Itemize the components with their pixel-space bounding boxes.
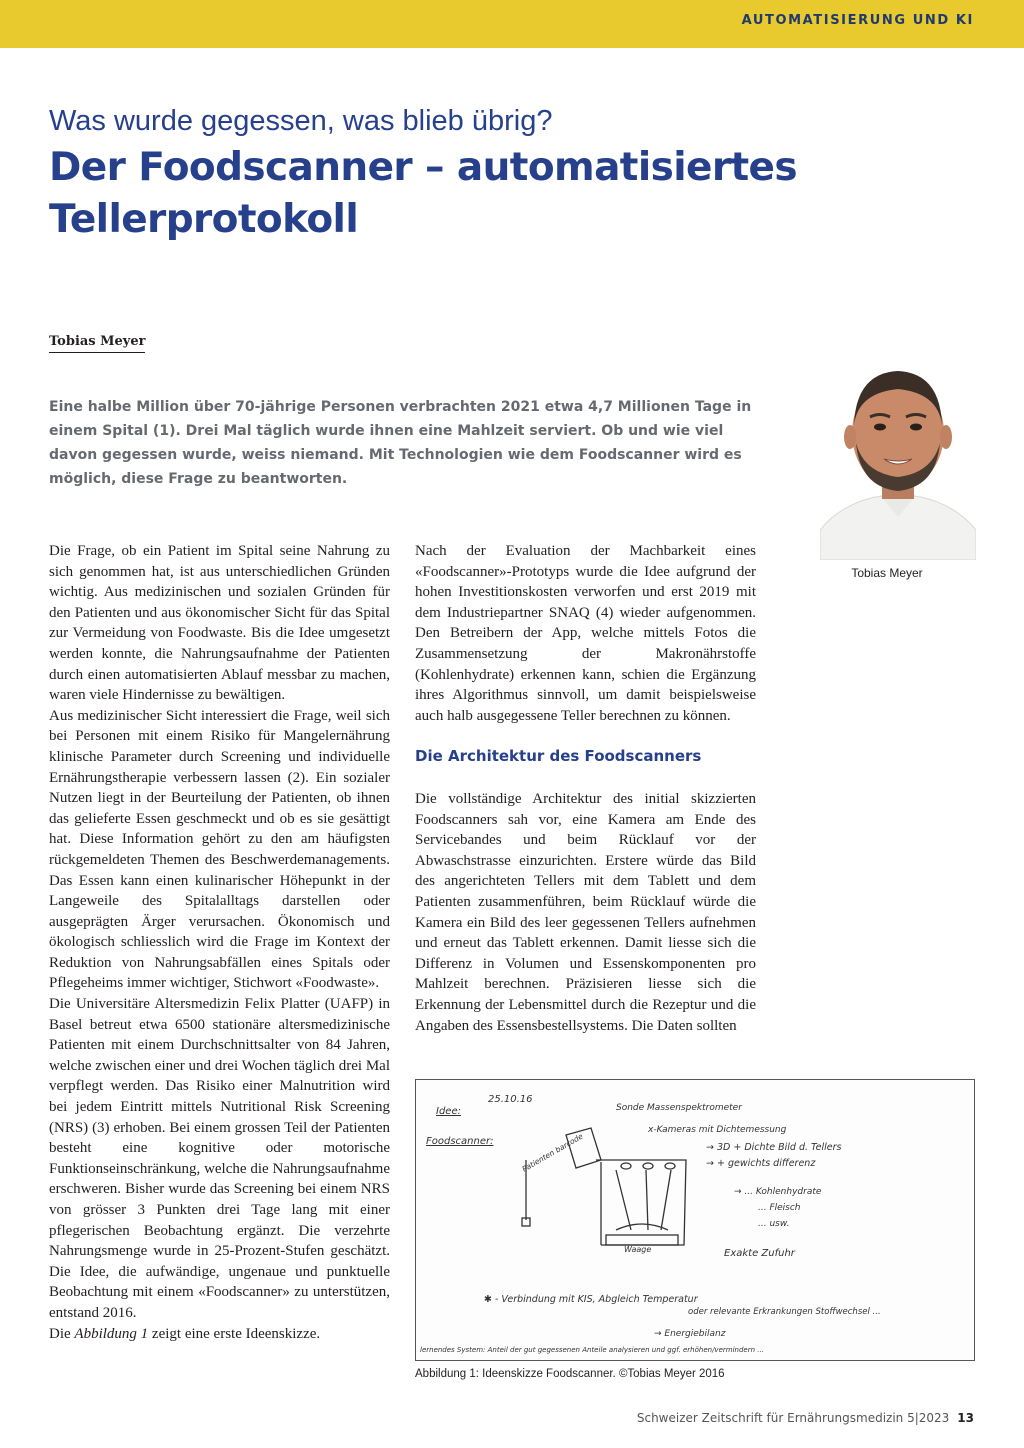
sketch-kameras: x-Kameras mit Dichtemessung	[648, 1125, 787, 1135]
idea-sketch-figure	[415, 1079, 975, 1361]
sketch-line: → 3D + Dichte Bild d. Tellers	[706, 1142, 842, 1153]
paragraph: Aus medizinischer Sicht interessiert die Frage, weil sich bei Personen mit einem Risiko für Mangelernährung klinische Parameter durch Screening und individuelle Ernährungstherapie verbessern lassen (2). Ein sozialer Nutzen liegt in der Beurteilung der Patienten, ob ihnen das gelieferte Essen geschmeckt und ob es sie gesättigt hat. Diese Information gehört zu den am häufigsten rückgemeldeten Themen des Beschwerdemanagements. Das Essen kann einen kulinarischer Höhepunkt in der Langeweile des Spitalalltags darstellen oder ausgeprägten Ärger verursachen. Ökonomisch und ökologisch schliesslich wird die Frage im Kontext der Reduktion von Nahrungsabfällen eines Spitals oder Pflegeheims immer wichtiger, Stichwort «Foodwaste».	[49, 707, 390, 992]
paragraph: Nach der Evaluation der Machbarkeit eines «Foodscanner»-Prototyps wurde die Idee aufgrund der hohen Investitionskosten verworfen und erst 2019 mit dem Industriepartner SNAQ (4) wieder aufgenommen. Den Betreibern der App, welche mittels Fotos die Zusammensetzung der Makronährstoffe (Kohlenhydrate) erkennen kann, schien die Ergänzung ihres Algorithmus sinnvoll, um damit beispielsweise auch halb ausgegessene Teller berechnen zu können.	[415, 543, 756, 724]
paragraph	[49, 1324, 390, 1345]
title-line-2: Tellerprotokoll	[49, 197, 359, 242]
sketch-line: → + gewichts differenz	[706, 1158, 816, 1169]
title-line-1: Der Foodscanner – automatisiertes	[49, 145, 797, 190]
page-number: 13	[957, 1411, 974, 1425]
sketch-idee: Idee:	[436, 1106, 461, 1117]
author-byline: Tobias Meyer	[49, 334, 145, 353]
sketch-energie: → Energiebilanz	[654, 1329, 726, 1339]
paragraph: Die vollständige Architektur des initial skizzierten Foodscanners sah vor, eine Kamera am Ende des Servicebandes und beim Rücklauf vor der Abwaschstrasse einzurichten. Erstere würde das Bild des angerichteten Tellers mit dem Tablett und dem Patienten zusammenführen, beim Rücklauf würde die Kamera ein Bild des leer gegessenen Tellers aufnehmen und erneut das Tablett erkennen. Damit liesse sich die Differenz in Volumen und Essenskomponenten pro Mahlzeit berechnen. Präzisieren liesse sich die Erkennung der Lebensmittel durch die Rezeptur und die Angaben des Essensbestellsystems. Die Daten sollten	[415, 791, 756, 1034]
sketch-foodscanner: Foodscanner:	[426, 1136, 494, 1147]
section-label: AUTOMATISIERUNG UND KI	[741, 13, 974, 28]
body-column-1	[49, 541, 390, 1344]
page-footer	[637, 1411, 974, 1425]
sketch-waage: Waage	[624, 1245, 652, 1254]
sketch-exakte: Exakte Zufuhr	[724, 1248, 795, 1259]
article-title	[49, 142, 849, 246]
sketch-line: ... usw.	[758, 1219, 790, 1229]
sketch-lernend: lernendes System: Anteil der gut gegessenen Anteile analysieren und ggf. erhöhen/vermindern ...	[420, 1346, 764, 1354]
body-column-2-top	[415, 541, 756, 726]
text-run: zeigt eine erste Ideenskizze.	[148, 1325, 321, 1342]
figure-reference: Abbildung 1	[74, 1325, 149, 1342]
journal-name: Schweizer Zeitschrift für Ernährungsmedizin 5|2023	[636, 1411, 950, 1425]
figure-caption: Abbildung 1: Ideenskizze Foodscanner. ©Tobias Meyer 2016	[415, 1368, 725, 1380]
text-run: Die	[49, 1325, 75, 1342]
article-kicker: Was wurde gegessen, was blieb übrig?	[49, 105, 553, 137]
sketch-date: 25.10.16	[488, 1094, 533, 1105]
portrait-caption: Tobias Meyer	[851, 566, 923, 580]
sketch-kis: ✱ - Verbindung mit KIS, Abgleich Temperatur	[484, 1294, 698, 1305]
sketch-kis-2: oder relevante Erkrankungen Stoffwechsel ...	[688, 1307, 881, 1317]
sketch-line: ... Fleisch	[758, 1203, 801, 1213]
portrait-illustration	[820, 345, 976, 560]
paragraph: Die Universitäre Altersmedizin Felix Platter (UAFP) in Basel betreut etwa 6500 stationäre altersmedizinische Patienten mit einem Durchschnittsalter von 84 Jahren, welche zwischen einer und drei Wochen täglich drei Mal verpflegt werden. Das Risiko einer Malnutrition wird bei jedem Eintritt mittels Nutritional Risk Screening (NRS) (3) erhoben. Bei einem grossen Teil der Patienten besteht eine kognitive oder motorische Funktionseinschränkung, welche die Nahrungsaufnahme erschweren. Bisher wurde das Screening bei einem NRS von grösser 3 Punkten drei Tage lang mit einer pflegerischen Beobachtung ergänzt. Die verzehrte Nahrungsmenge wurde in 25-Prozent-Stufen geschätzt. Die Idee, die aufwändige, ungenaue und punktuelle Beobachtung mit einem «Foodscanner» zu unterstützen, entstand 2016.	[49, 996, 390, 1321]
section-heading: Die Architektur des Foodscanners	[415, 747, 702, 765]
body-column-2-bottom	[415, 789, 756, 1036]
sketch-drawing	[416, 1080, 974, 1360]
paragraph: Die Frage, ob ein Patient im Spital seine Nahrung zu sich genommen hat, ist aus unterschiedlichen Gründen wichtig. Aus medizinischen und sozialen Gründen für den Patienten und aus ökonomischer Sicht für das Spital zur Vermeidung von Foodwaste. Bis die Idee umgesetzt werden konnte, die Nahrungsaufnahme der Patienten durch einen automatisierten Ablauf messbar zu machen, waren viele Hindernisse zu bewältigen.	[49, 543, 390, 704]
sketch-line: → ... Kohlenhydrate	[734, 1187, 822, 1197]
article-lead: Eine halbe Million über 70-jährige Personen verbrachten 2021 etwa 4,7 Millionen Tage in einem Spital (1). Drei Mal täglich wurde ihnen eine Mahlzeit serviert. Ob und wie viel davon gegessen wurde, weiss niemand. Mit Technologien wie dem Foodscanner wird es möglich, diese Frage zu beantworten.	[49, 399, 752, 487]
sketch-scanner-drawing	[522, 1128, 686, 1245]
sketch-barcode: Patienten barcode	[520, 1131, 585, 1174]
sketch-sonde: Sonde Massenspektrometer	[616, 1103, 742, 1113]
author-portrait	[820, 345, 976, 560]
